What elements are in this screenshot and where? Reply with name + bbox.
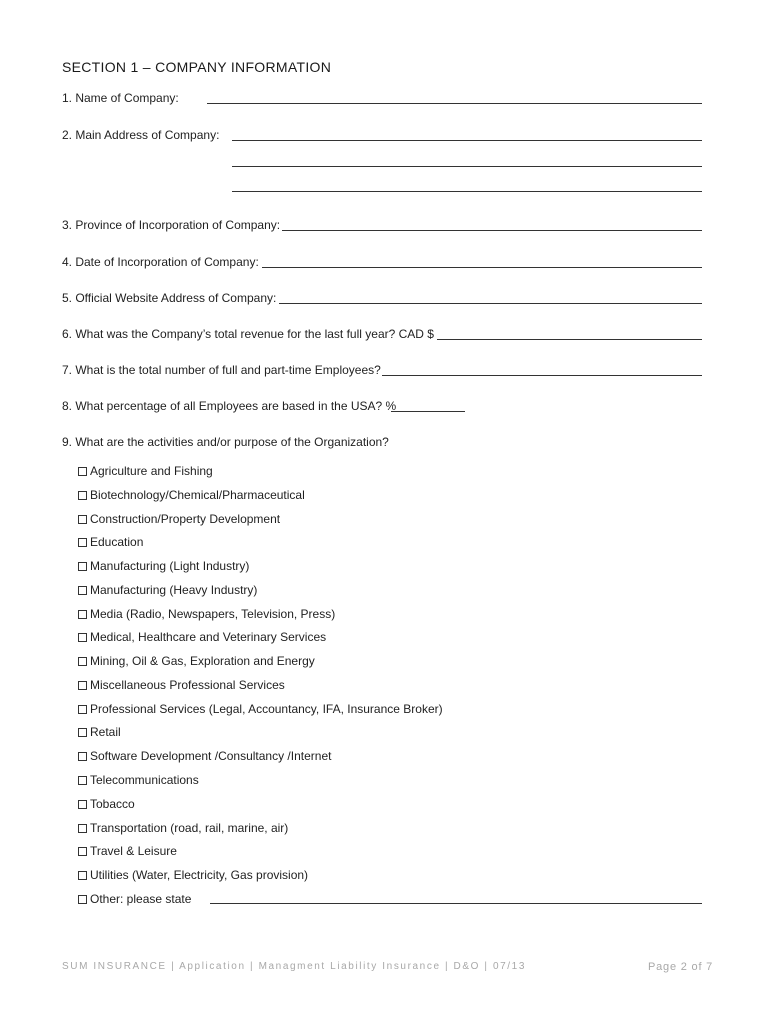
question-revenue: 6. What was the Company’s total revenue for the last full year? CAD $ <box>62 327 434 341</box>
activity-option[interactable] <box>78 700 443 718</box>
activity-option[interactable] <box>78 581 257 599</box>
checkbox[interactable] <box>78 871 87 880</box>
address-line-2-field[interactable] <box>232 166 702 167</box>
activity-label: Tobacco <box>90 797 135 811</box>
date-incorporation-field[interactable] <box>262 267 702 268</box>
question-employee-count: 7. What is the total number of full and part-time Employees? <box>62 363 381 377</box>
checkbox[interactable] <box>78 657 87 666</box>
activity-option[interactable] <box>78 866 308 884</box>
activity-label: Other: please state <box>90 892 192 906</box>
address-line-3-field[interactable] <box>232 191 702 192</box>
activity-label: Media (Radio, Newspapers, Television, Press) <box>90 607 336 621</box>
footer-document-info: SUM INSURANCE | Application | Managment Liability Insurance | D&O | 07/13 <box>62 961 527 972</box>
activity-label: Mining, Oil & Gas, Exploration and Energy <box>90 654 315 668</box>
company-name-field[interactable] <box>207 103 702 104</box>
question-main-address: 2. Main Address of Company: <box>62 128 220 142</box>
activity-label: Education <box>90 535 144 549</box>
activity-option[interactable] <box>78 795 135 813</box>
checkbox[interactable] <box>78 895 87 904</box>
activity-option[interactable] <box>78 510 280 528</box>
activity-label: Utilities (Water, Electricity, Gas provision) <box>90 868 309 882</box>
activity-option[interactable] <box>78 628 326 646</box>
activity-label: Telecommunications <box>90 773 199 787</box>
activity-option[interactable] <box>78 723 121 741</box>
employee-count-field[interactable] <box>382 375 702 376</box>
question-website: 5. Official Website Address of Company: <box>62 291 277 305</box>
activity-option[interactable] <box>78 842 177 860</box>
checkbox[interactable] <box>78 515 87 524</box>
checkbox[interactable] <box>78 752 87 761</box>
activity-option[interactable] <box>78 747 331 765</box>
checkbox[interactable] <box>78 633 87 642</box>
checkbox[interactable] <box>78 681 87 690</box>
activity-option-other[interactable] <box>78 890 191 908</box>
activity-option[interactable] <box>78 652 315 670</box>
checkbox[interactable] <box>78 610 87 619</box>
activity-label: Transportation (road, rail, marine, air) <box>90 821 289 835</box>
activity-label: Agriculture and Fishing <box>90 464 213 478</box>
activity-label: Manufacturing (Heavy Industry) <box>90 583 258 597</box>
activity-label: Manufacturing (Light Industry) <box>90 559 250 573</box>
activity-label: Retail <box>90 725 121 739</box>
province-incorporation-field[interactable] <box>282 230 702 231</box>
section-title: SECTION 1 – COMPANY INFORMATION <box>62 59 332 75</box>
question-company-name: 1. Name of Company: <box>62 91 179 105</box>
checkbox[interactable] <box>78 586 87 595</box>
question-usa-percentage: 8. What percentage of all Employees are based in the USA? % <box>62 399 397 413</box>
checkbox[interactable] <box>78 824 87 833</box>
activity-option[interactable] <box>78 533 143 551</box>
checkbox[interactable] <box>78 705 87 714</box>
checkbox[interactable] <box>78 538 87 547</box>
activity-label: Miscellaneous Professional Services <box>90 678 285 692</box>
activity-label: Medical, Healthcare and Veterinary Services <box>90 630 327 644</box>
activity-label: Biotechnology/Chemical/Pharmaceutical <box>90 488 305 502</box>
activity-option[interactable] <box>78 557 249 575</box>
footer-page-number: Page 2 of 7 <box>648 961 714 973</box>
activity-label: Software Development /Consultancy /Internet <box>90 749 332 763</box>
website-field[interactable] <box>279 303 702 304</box>
activity-option[interactable] <box>78 771 199 789</box>
checkbox[interactable] <box>78 847 87 856</box>
activity-label: Construction/Property Development <box>90 512 281 526</box>
checkbox[interactable] <box>78 562 87 571</box>
usa-percentage-field[interactable] <box>391 411 465 412</box>
activity-option[interactable] <box>78 462 213 480</box>
activity-option[interactable] <box>78 486 305 504</box>
activity-option[interactable] <box>78 605 335 623</box>
question-activities: 9. What are the activities and/or purpose of the Organization? <box>62 435 389 449</box>
checkbox[interactable] <box>78 491 87 500</box>
activity-label: Travel & Leisure <box>90 844 177 858</box>
activity-label: Professional Services (Legal, Accountancy, IFA, Insurance Broker) <box>90 702 443 716</box>
other-activity-field[interactable] <box>210 903 702 904</box>
checkbox[interactable] <box>78 728 87 737</box>
checkbox[interactable] <box>78 800 87 809</box>
question-province-incorporation: 3. Province of Incorporation of Company: <box>62 218 281 232</box>
checkbox[interactable] <box>78 776 87 785</box>
activity-option[interactable] <box>78 676 285 694</box>
question-date-incorporation: 4. Date of Incorporation of Company: <box>62 255 259 269</box>
revenue-field[interactable] <box>437 339 702 340</box>
activity-option[interactable] <box>78 819 288 837</box>
checkbox[interactable] <box>78 467 87 476</box>
address-line-1-field[interactable] <box>232 140 702 141</box>
